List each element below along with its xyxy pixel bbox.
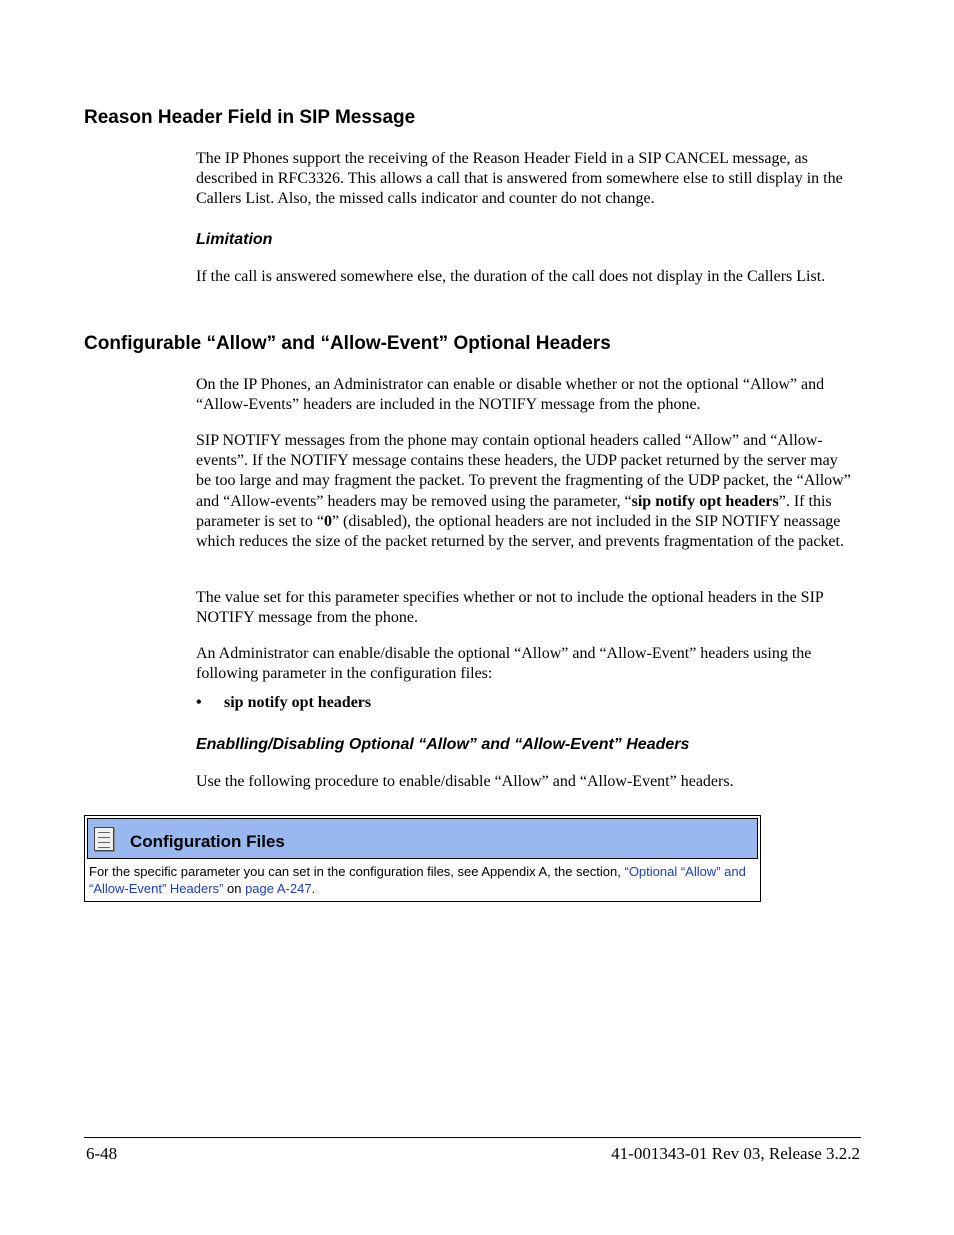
notify-explanation-paragraph: [196, 431, 856, 552]
bullet-text: sip notify opt headers: [224, 694, 372, 711]
page-number: 6-48: [86, 1144, 118, 1163]
page-reference-link[interactable]: page A-247: [245, 881, 312, 896]
bullet-item: [196, 694, 371, 712]
configuration-files-header: [87, 818, 758, 859]
config-text-c: .: [311, 881, 316, 896]
footer-divider: [84, 1137, 861, 1138]
limitation-heading: Limitation: [196, 231, 273, 248]
admin-paragraph: An Administrator can enable/disable the optional “Allow” and “Allow-Event” headers using the following parameter in the configuration files:: [196, 645, 812, 683]
document-icon: [94, 827, 114, 851]
configuration-files-box: [84, 815, 761, 902]
notify-text-a: SIP NOTIFY messages from the phone may contain optional headers called “Allow” and “Allow-events”. If the NOTIFY message contains these headers, the UDP packet returned by the server may be too large and may fragment the packet. To prevent the fragmenting of the UDP packet, the “Allow” and “Allow-events” headers may be removed using the parameter, “: [196, 432, 851, 510]
configuration-files-text: [89, 863, 749, 897]
section-heading-allow-headers: Configurable “Allow” and “Allow-Event” Optional Headers: [84, 333, 611, 354]
bullet-mark: •: [196, 694, 202, 711]
configuration-files-title: Configuration Files: [130, 832, 285, 851]
config-text-a: For the specific parameter you can set in the configuration files, see Appendix A, the section,: [89, 864, 625, 879]
enabling-heading: Enablling/Disabling Optional “Allow” and “Allow-Event” Headers: [196, 736, 690, 753]
limitation-paragraph: If the call is answered somewhere else, the duration of the call does not display in the Callers List.: [196, 268, 826, 285]
procedure-paragraph: Use the following procedure to enable/disable “Allow” and “Allow-Event” headers.: [196, 773, 734, 790]
optional-headers-link[interactable]: “Optional “Allow” and “Allow-Event” Headers”: [89, 864, 746, 896]
document-revision: 41-001343-01 Rev 03, Release 3.2.2: [611, 1144, 860, 1163]
section-heading-reason-header: Reason Header Field in SIP Message: [84, 107, 416, 128]
notify-text-c: ” (disabled), the optional headers are not included in the SIP NOTIFY neassage which reduces the size of the packet returned by the server, and prevents fragmentation of the packet.: [196, 512, 844, 551]
reason-header-paragraph: The IP Phones support the receiving of the Reason Header Field in a SIP CANCEL message, as described in RFC3326. This allows a call that is answered from somewhere else to still display in the Callers List. Also, the missed calls indicator and counter do not change.: [196, 150, 843, 208]
allow-intro-paragraph: On the IP Phones, an Administrator can enable or disable whether or not the optional “Allow” and “Allow-Events” headers are included in the NOTIFY message from the phone.: [196, 376, 825, 414]
param-value-zero: 0: [323, 512, 332, 530]
value-set-paragraph: The value set for this parameter specifies whether or not to include the optional headers in the SIP NOTIFY message from the phone.: [196, 589, 824, 627]
notify-text-b: ”. If this parameter is set to “: [196, 492, 832, 530]
param-name: sip notify opt headers: [631, 492, 779, 510]
config-text-b: on: [223, 881, 246, 896]
